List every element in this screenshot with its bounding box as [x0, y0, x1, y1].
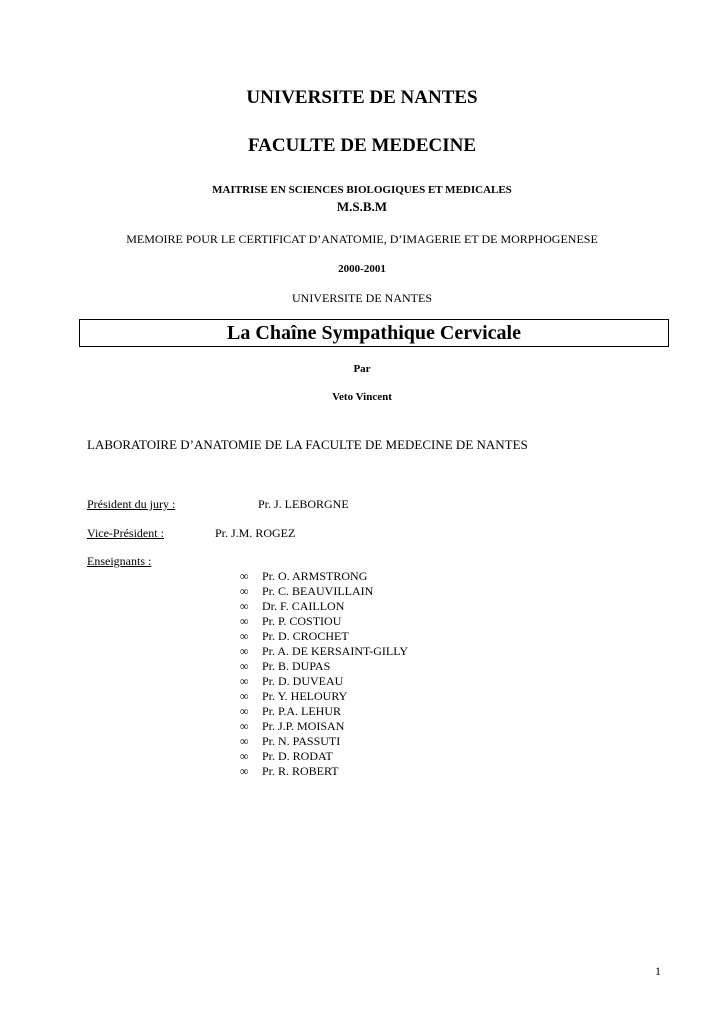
teacher-name: Pr. A. DE KERSAINT-GILLY	[262, 644, 409, 658]
teacher-name: Pr. P.A. LEHUR	[262, 704, 342, 718]
laboratory-line: LABORATOIRE D’ANATOMIE DE LA FACULTE DE MEDECINE DE NANTES	[87, 437, 528, 452]
list-item	[240, 704, 408, 719]
infinity-bullet-icon: ∞	[240, 569, 249, 583]
infinity-bullet-icon: ∞	[240, 644, 249, 658]
list-item	[240, 629, 408, 644]
program-abbreviation: M.S.B.M	[336, 199, 388, 214]
thesis-title-box	[79, 319, 669, 347]
teacher-name: Pr. C. BEAUVILLAIN	[262, 584, 374, 598]
president-name: Pr. J. LEBORGNE	[258, 497, 349, 511]
infinity-bullet-icon: ∞	[240, 629, 249, 643]
list-item	[240, 584, 408, 599]
list-item	[240, 734, 408, 749]
teacher-name: Pr. O. ARMSTRONG	[262, 569, 368, 583]
teacher-name: Pr. R. ROBERT	[262, 764, 339, 778]
infinity-bullet-icon: ∞	[240, 749, 249, 763]
infinity-bullet-icon: ∞	[240, 764, 249, 778]
infinity-bullet-icon: ∞	[240, 734, 249, 748]
program-name: MAITRISE EN SCIENCES BIOLOGIQUES ET MEDICALES	[212, 184, 512, 196]
infinity-bullet-icon: ∞	[240, 704, 249, 718]
list-item	[240, 689, 408, 704]
list-item	[240, 614, 408, 629]
teacher-name: Pr. D. RODAT	[262, 749, 333, 763]
page-number: 1	[655, 964, 661, 978]
faculty-heading: FACULTE DE MEDECINE	[247, 135, 477, 156]
vice-president-name: Pr. J.M. ROGEZ	[215, 526, 296, 540]
teacher-name: Pr. Y. HELOURY	[262, 689, 348, 703]
thesis-title: La Chaîne Sympathique Cervicale	[227, 322, 521, 344]
list-item	[240, 659, 408, 674]
infinity-bullet-icon: ∞	[240, 674, 249, 688]
infinity-bullet-icon: ∞	[240, 719, 249, 733]
teacher-name: Pr. N. PASSUTI	[262, 734, 341, 748]
teacher-name: Dr. F. CAILLON	[262, 599, 345, 613]
university-line: UNIVERSITE DE NANTES	[292, 291, 432, 305]
list-item	[240, 719, 408, 734]
infinity-bullet-icon: ∞	[240, 689, 249, 703]
list-item	[240, 644, 408, 659]
author-by: Par	[353, 363, 371, 375]
list-item	[240, 764, 408, 779]
infinity-bullet-icon: ∞	[240, 584, 249, 598]
infinity-bullet-icon: ∞	[240, 659, 249, 673]
teachers-list	[240, 569, 408, 779]
list-item	[240, 569, 408, 584]
list-item	[240, 599, 408, 614]
teachers-label: Enseignants :	[87, 554, 152, 568]
teacher-name: Pr. J.P. MOISAN	[262, 719, 345, 733]
teacher-name: Pr. D. CROCHET	[262, 629, 349, 643]
teacher-name: Pr. D. DUVEAU	[262, 674, 344, 688]
president-label: Président du jury :	[87, 497, 176, 511]
list-item	[240, 674, 408, 689]
list-item	[240, 749, 408, 764]
teacher-name: Pr. B. DUPAS	[262, 659, 331, 673]
infinity-bullet-icon: ∞	[240, 614, 249, 628]
academic-year: 2000-2001	[338, 263, 386, 275]
infinity-bullet-icon: ∞	[240, 599, 249, 613]
vice-president-label: Vice-Président :	[87, 526, 164, 540]
author-name: Veto Vincent	[332, 391, 392, 403]
university-heading: UNIVERSITE DE NANTES	[246, 87, 478, 108]
memoire-line: MEMOIRE POUR LE CERTIFICAT D’ANATOMIE, D’IMAGERIE ET DE MORPHOGENESE	[126, 232, 598, 246]
teacher-name: Pr. P. COSTIOU	[262, 614, 342, 628]
